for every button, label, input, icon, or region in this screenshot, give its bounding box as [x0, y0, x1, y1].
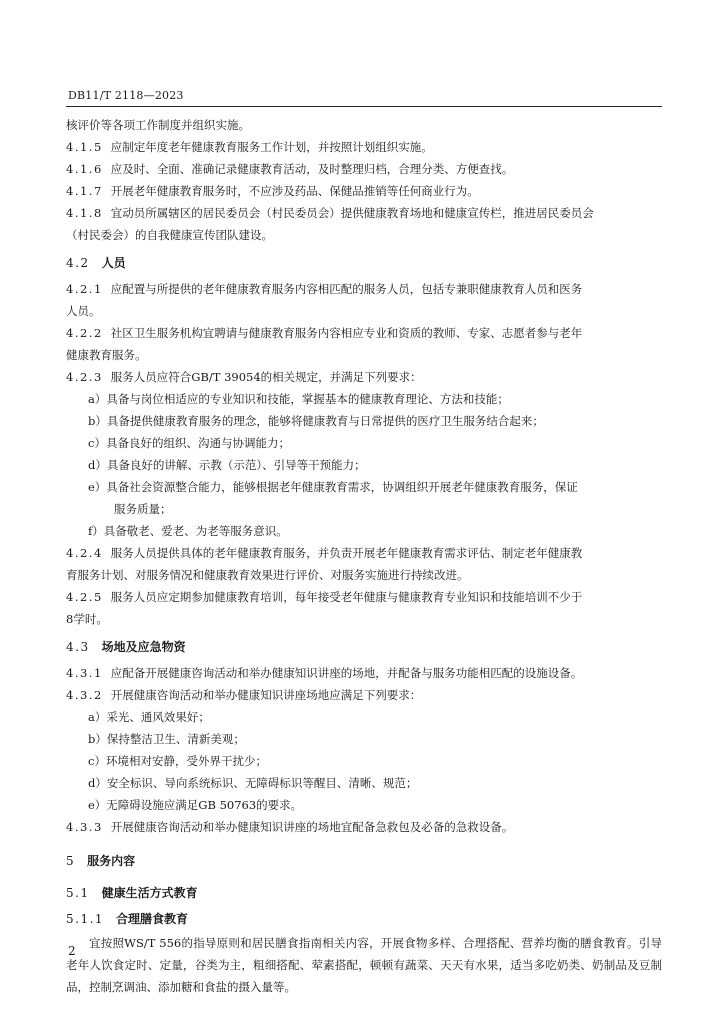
clause-number: 4.2.4 — [66, 546, 103, 560]
list-item-d: d）具备良好的讲解、示教（示范）、引导等干预能力； — [88, 458, 366, 472]
clause-4-2-3 — [66, 366, 662, 388]
clause-text: 开展老年健康教育服务时，不应涉及药品、保健品推销等任何商业行为。 — [110, 184, 479, 198]
list-item-b: b）具备提供健康教育服务的理念，能够将健康教育与日常提供的医疗卫生服务结合起来； — [88, 414, 544, 428]
clause-4-3-2 — [66, 684, 662, 706]
clause-number: 4.3.3 — [66, 820, 103, 834]
clause-4-1-8 — [66, 202, 662, 224]
section-heading-5-1 — [66, 882, 662, 904]
clause-number: 4.2.5 — [66, 590, 103, 604]
section-title: 人员 — [101, 256, 126, 270]
clause-4-2-1 — [66, 278, 662, 300]
section-heading-4-3 — [66, 636, 662, 658]
clause-continuation: 8学时。 — [66, 612, 108, 626]
subsection-heading-5-1-1 — [66, 908, 662, 930]
page-content — [66, 114, 662, 998]
list-item-a: a）具备与岗位相适应的专业知识和技能，掌握基本的健康教育理论、方法和技能； — [88, 392, 509, 406]
paragraph-continued: 核评价等各项工作制度并组织实施。 — [66, 118, 250, 132]
clause-text: 开展健康咨询活动和举办健康知识讲座场地应满足下列要求： — [110, 688, 422, 702]
clause-4-2-5 — [66, 586, 662, 608]
clause-text: 服务人员应定期参加健康教育培训，每年接受老年健康与健康教育专业知识和技能培训不少于 — [110, 590, 583, 604]
clause-number: 4.3.1 — [66, 666, 103, 680]
clause-continuation: （村民委会）的自我健康宣传团队建设。 — [66, 228, 273, 242]
clause-continuation: 健康教育服务。 — [66, 348, 147, 362]
subsection-title: 合理膳食教育 — [116, 912, 189, 926]
section-number: 4.2 — [66, 256, 90, 270]
list-item-c: c）具备良好的组织、沟通与协调能力； — [88, 436, 290, 450]
header-rule — [66, 106, 662, 107]
list-item-f: f）具备敬老、爱老、为老等服务意识。 — [88, 524, 288, 538]
section-heading-4-2 — [66, 252, 662, 274]
clause-number: 4.2.1 — [66, 282, 103, 296]
clause-number: 4.1.8 — [66, 206, 103, 220]
clause-text: 服务人员提供具体的老年健康教育服务，并负责开展老年健康教育需求评估、制定老年健康教 — [110, 546, 583, 560]
clause-continuation: 人员。 — [66, 304, 101, 318]
clause-continuation: 育服务计划、对服务情况和健康教育效果进行评价、对服务实施进行持续改进。 — [66, 568, 469, 582]
clause-4-2-2 — [66, 322, 662, 344]
clause-4-1-5 — [66, 136, 662, 158]
clause-number: 4.3.2 — [66, 688, 103, 702]
clause-text: 开展健康咨询活动和举办健康知识讲座的场地宜配备急救包及必备的急救设备。 — [110, 820, 514, 834]
list-item-e: e）无障碍设施应满足GB 50763的要求。 — [88, 798, 303, 812]
chapter-title: 服务内容 — [87, 854, 136, 868]
standard-code-header: DB11/T 2118—2023 — [68, 89, 184, 102]
list-item-c: c）环境相对安静，受外界干扰少； — [88, 754, 267, 768]
section-number: 4.3 — [66, 640, 90, 654]
clause-text: 应配置与所提供的老年健康教育服务内容相匹配的服务人员，包括专兼职健康教育人员和医务 — [110, 282, 583, 296]
subsection-number: 5.1.1 — [66, 912, 105, 926]
clause-text: 应制定年度老年健康教育服务工作计划，并按照计划组织实施。 — [110, 140, 433, 154]
list-item-b: b）保持整洁卫生、清新美观； — [88, 732, 245, 746]
clause-number: 4.1.7 — [66, 184, 103, 198]
section-number: 5.1 — [66, 886, 90, 900]
clause-text: 服务人员应符合GB/T 39054的相关规定，并满足下列要求： — [110, 370, 422, 384]
clause-number: 4.1.6 — [66, 162, 103, 176]
list-item-continuation: 服务质量； — [114, 502, 172, 516]
list-item-d: d）安全标识、导向系统标识、无障碍标识等醒目、清晰、规范； — [88, 776, 418, 790]
clause-4-3-3 — [66, 816, 662, 838]
chapter-number: 5 — [66, 854, 76, 868]
paragraph-5-1-1: 宜按照WS/T 556的指导原则和居民膳食指南相关内容，开展食物多样、合理搭配、营养均衡的膳食教育。引导老年人饮食定时、定量，谷类为主，粗细搭配、荤素搭配，顿顿有蔬菜、天天有水果，适当多吃奶类、奶制品及豆制品，控制烹调油、添加糖和食盐的摄入量等。 — [66, 936, 662, 994]
clause-text: 宜动员所属辖区的居民委员会（村民委员会）提供健康教育场地和健康宣传栏，推进居民委员会 — [110, 206, 594, 220]
clause-text: 社区卫生服务机构宜聘请与健康教育服务内容相应专业和资质的教师、专家、志愿者参与老年 — [110, 326, 583, 340]
clause-number: 4.2.3 — [66, 370, 103, 384]
clause-number: 4.1.5 — [66, 140, 103, 154]
clause-4-1-7 — [66, 180, 662, 202]
clause-number: 4.2.2 — [66, 326, 103, 340]
clause-text: 应及时、全面、准确记录健康教育活动，及时整理归档，合理分类、方便查找。 — [110, 162, 514, 176]
chapter-heading-5 — [66, 850, 662, 872]
section-title: 健康生活方式教育 — [101, 886, 198, 900]
list-item-a: a）采光、通风效果好； — [88, 710, 210, 724]
page-number: 2 — [68, 944, 76, 958]
clause-4-2-4 — [66, 542, 662, 564]
clause-4-1-6 — [66, 158, 662, 180]
list-item-e: e）具备社会资源整合能力，能够根据老年健康教育需求，协调组织开展老年健康教育服务，保证 — [88, 480, 578, 494]
clause-4-3-1 — [66, 662, 662, 684]
clause-text: 应配备开展健康咨询活动和举办健康知识讲座的场地，并配备与服务功能相匹配的设施设备。 — [110, 666, 583, 680]
section-title: 场地及应急物资 — [101, 640, 186, 654]
